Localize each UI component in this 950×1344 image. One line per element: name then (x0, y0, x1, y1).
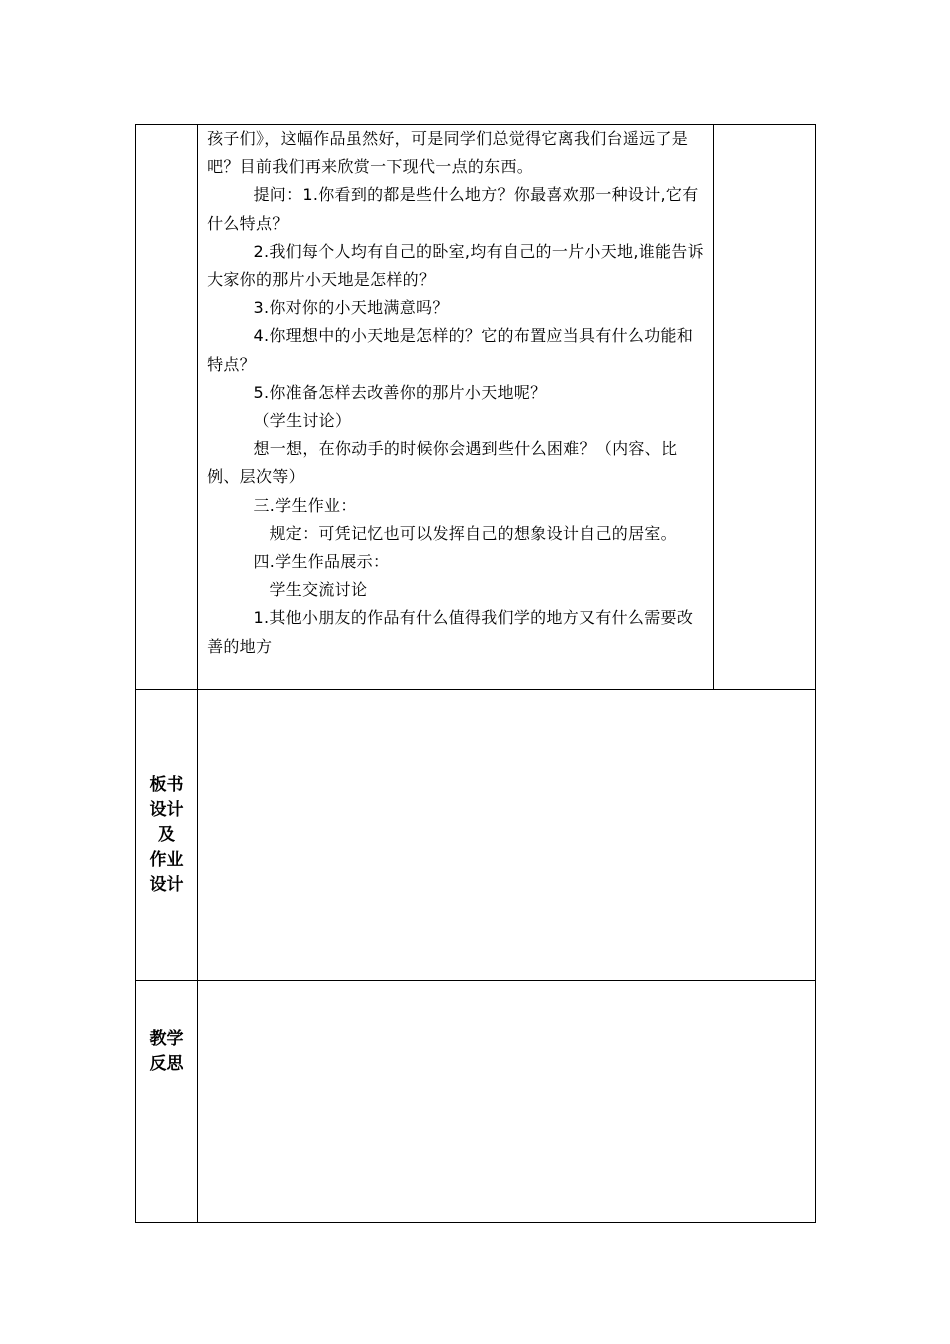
paragraph: 三.学生作业： (253, 495, 357, 515)
paragraph: 5.你准备怎样去改善你的那片小天地呢？ (253, 382, 547, 402)
board-design-label (136, 690, 198, 981)
label-line: 及 (158, 824, 176, 845)
paragraph: 规定：可凭记忆也可以发挥自己的想象设计自己的居室。 (269, 523, 677, 543)
teaching-process-row (136, 125, 816, 690)
row-label-cell-empty (136, 125, 198, 690)
paragraph: （学生讨论） (253, 411, 352, 431)
label-line: 作业 (149, 849, 184, 870)
label-line: 教学 (149, 1029, 184, 1049)
paragraph: 提问：1.你看到的都是些什么地方？你最喜欢那一种设计,它有什么特点？ (207, 185, 699, 233)
reflection-row (136, 981, 816, 1223)
lesson-plan-table (135, 124, 816, 1223)
paragraph: 孩子们》，这幅作品虽然好，可是同学们总觉得它离我们台遥远了是吧？目前我们再来欣赏一下现代一点的东西。 (207, 129, 689, 177)
paragraph: 1.其他小朋友的作品有什么值得我们学的地方又有什么需要改善的地方 (207, 608, 694, 656)
teaching-process-text (198, 125, 713, 662)
reflection-label (136, 981, 198, 1223)
paragraph: 3.你对你的小天地满意吗？ (253, 298, 449, 318)
paragraph: 4.你理想中的小天地是怎样的？它的布置应当具有什么功能和特点？ (207, 326, 694, 374)
label-line: 设计 (149, 874, 184, 895)
paragraph: 四.学生作品展示： (253, 552, 390, 572)
paragraph: 学生交流讨论 (269, 580, 368, 600)
paragraph: 想一想，在你动手的时候你会遇到些什么困难？（内容、比例、层次等） (207, 439, 678, 487)
notes-cell-empty (713, 125, 815, 690)
reflection-content-cell (198, 981, 816, 1223)
label-line: 板书 (149, 774, 184, 795)
paragraph: 2.我们每个人均有自己的卧室,均有自己的一片小天地,谁能告诉大家你的那片小天地是怎样的？ (207, 241, 704, 290)
board-design-content-cell (198, 690, 816, 981)
teaching-process-cell (198, 125, 714, 690)
label-line: 设计 (149, 799, 184, 820)
label-line: 反思 (149, 1054, 184, 1074)
board-design-row (136, 690, 816, 981)
